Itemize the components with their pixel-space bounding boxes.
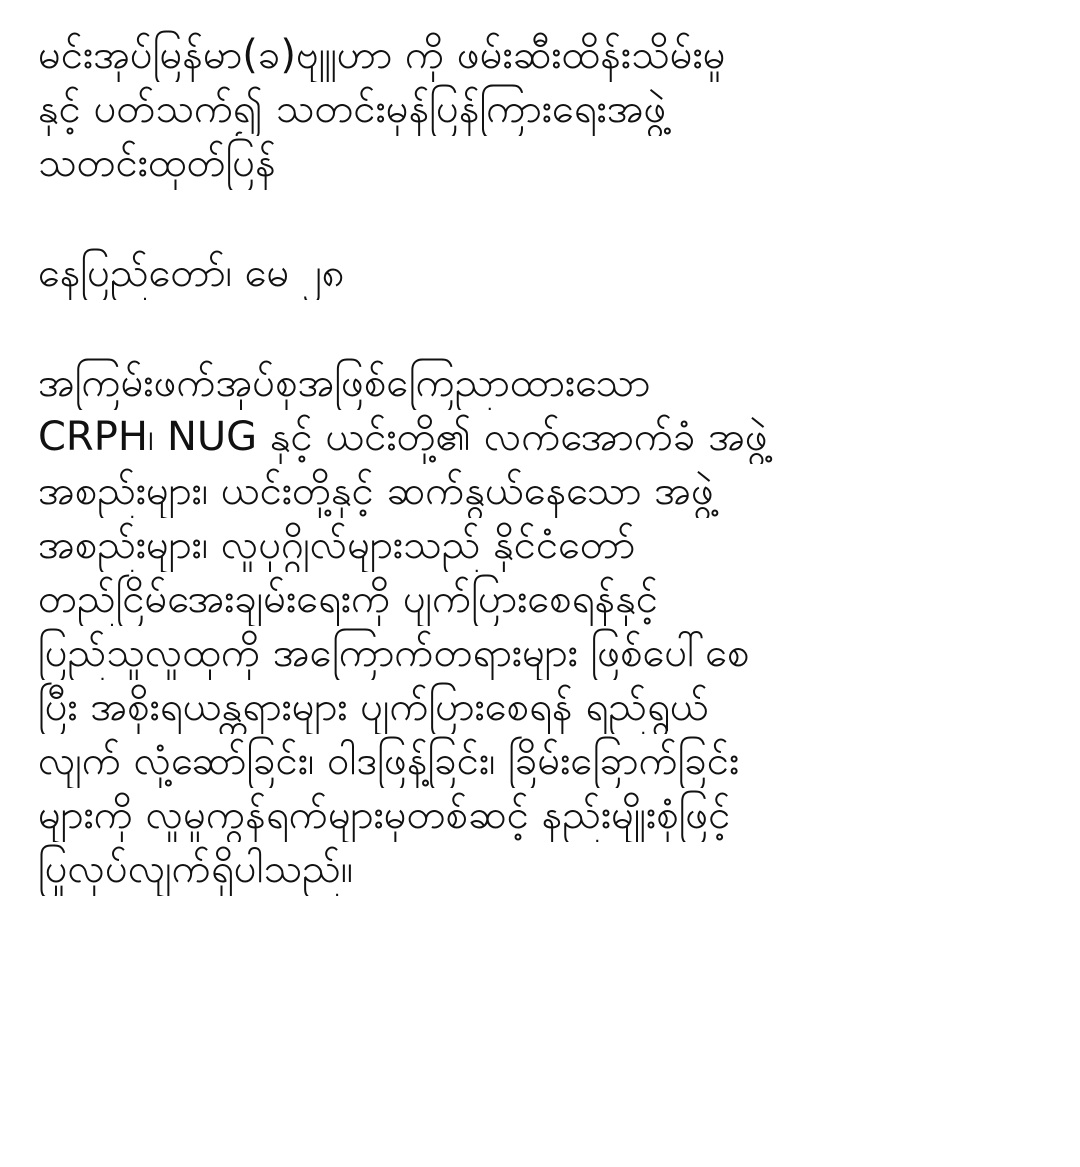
headline-line: မင်းအုပ်မြန်မာ(ခ)ဗျူဟာ ကို ဖမ်းဆီးထိန်းသိမ်းမှု bbox=[38, 32, 726, 78]
headline-line: သတင်းထုတ်ပြန် bbox=[38, 140, 276, 186]
body-line: ပြီး အစိုးရယန္တရားများ ပျက်ပြားစေရန် ရည်ရွယ် bbox=[38, 684, 709, 730]
dateline: နေပြည်တော်၊ မေ ၂၈ bbox=[38, 250, 345, 296]
headline-line: နှင့် ပတ်သက်၍ သတင်းမှန်ပြန်ကြားရေးအဖွဲ့ bbox=[38, 86, 667, 132]
body-line: ပြုလုပ်လျက်ရှိပါသည်။ bbox=[38, 846, 353, 892]
body-line: ပြည်သူလူထုကို အကြောက်တရားများ ဖြစ်ပေါ်စေ bbox=[38, 630, 750, 676]
article-body bbox=[38, 356, 1048, 896]
body-line: များကို လူမှုကွန်ရက်များမှတစ်ဆင့် နည်းမျိုးစုံဖြင့် bbox=[38, 792, 731, 838]
paragraph-spacer bbox=[38, 190, 1048, 246]
body-line: အကြမ်းဖက်အုပ်စုအဖြစ်ကြေညာထားသော bbox=[38, 360, 651, 406]
body-line: CRPH၊ NUG နှင့် ယင်းတို့၏ လက်အောက်ခံ အဖွဲ့ bbox=[38, 414, 768, 460]
body-line: အစည်းများ၊ လူပုဂ္ဂိုလ်များသည် နိုင်ငံတော် bbox=[38, 522, 636, 568]
headline bbox=[38, 28, 1048, 190]
news-article bbox=[38, 28, 1048, 896]
body-line: လျက် လုံ့ဆော်ခြင်း၊ ဝါဒဖြန့်ခြင်း၊ ခြိမ်းခြောက်ခြင်း bbox=[38, 738, 740, 784]
paragraph-spacer bbox=[38, 300, 1048, 356]
body-line: အစည်းများ၊ ယင်းတို့နှင့် ဆက်နွယ်နေသော အဖွဲ့ bbox=[38, 468, 714, 514]
body-line: တည်ငြိမ်အေးချမ်းရေးကို ပျက်ပြားစေရန်နှင့် bbox=[38, 576, 659, 622]
